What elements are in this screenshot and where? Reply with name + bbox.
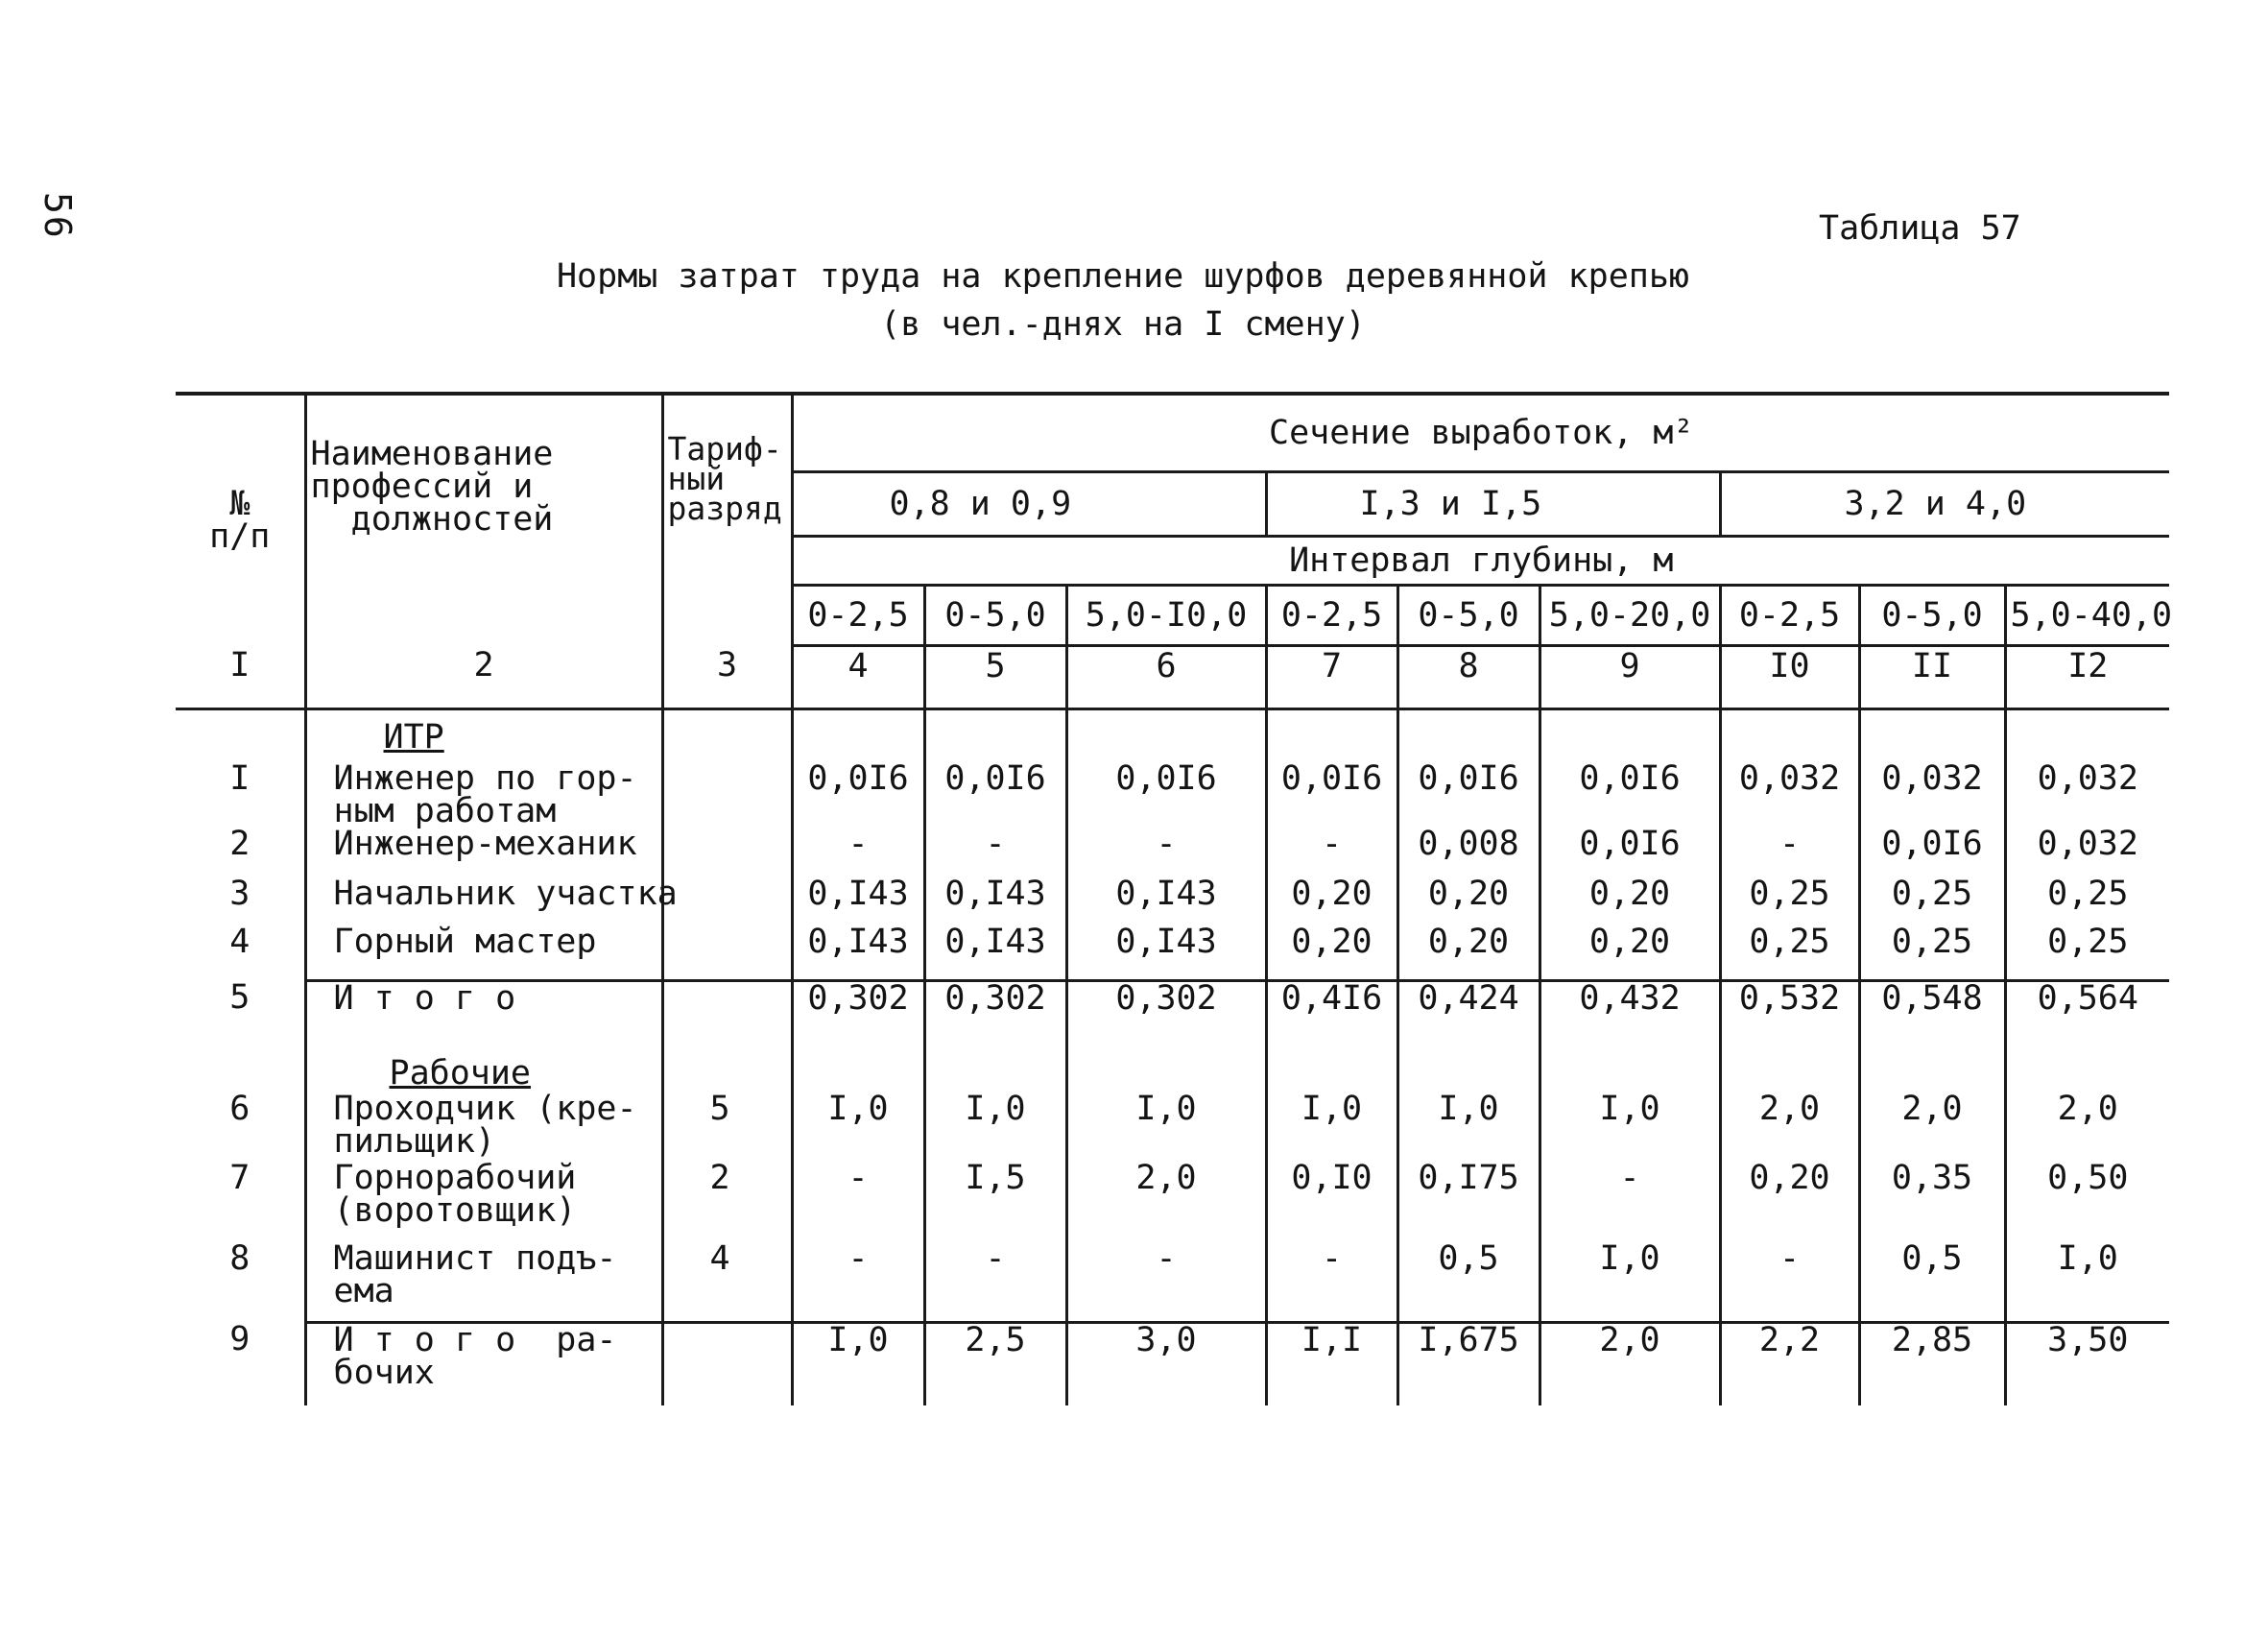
header-grade: Тариф- ный разряд [662,394,792,646]
profession-name: Машинист подъ- ема [305,1242,662,1323]
header-interval-7: 0-2,5 [1720,586,1859,646]
tariff-grade [662,981,792,1054]
tariff-grade [662,762,792,828]
col-number: 8 [1397,646,1540,709]
section-row [176,1054,2169,1093]
row-number: 4 [229,922,251,961]
norm-value: 0,I43 [924,877,1066,925]
norm-value: - [924,828,1066,877]
section-heading-workers: Рабочие [389,1053,532,1093]
norm-value: 0,I43 [924,925,1066,981]
norm-value: 0,532 [1720,981,1859,1054]
norm-value: 2,0 [1066,1162,1266,1242]
norm-value: 3,0 [1066,1323,1266,1405]
section-row [176,708,2169,762]
table-row [176,1323,2169,1405]
norm-value: 2,0 [1720,1093,1859,1162]
table-label: Таблица 57 [1819,209,2021,248]
norm-value: - [1066,828,1266,877]
profession-name: Горнорабочий (воротовщик) [305,1162,662,1242]
col-number: I0 [1720,646,1859,709]
table-subtitle: (в чел.-днях на I смену) [880,305,1366,344]
norm-value: I,I [1266,1323,1397,1405]
norm-value: 2,2 [1720,1323,1859,1405]
norm-value: 0,5 [1859,1242,2005,1323]
header-interval-3: 5,0-I0,0 [1066,586,1266,646]
col-number: I [176,646,305,709]
norm-value: 0,4I6 [1266,981,1397,1054]
norm-value: I,0 [1397,1093,1540,1162]
norm-value: 0,032 [2005,828,2169,877]
norm-value: 0,20 [1540,925,1720,981]
col-number: 6 [1066,646,1266,709]
col-number: II [1859,646,2005,709]
profession-name: И т о г о ра- бочих [305,1323,662,1405]
norm-value: 0,50 [2005,1162,2169,1242]
profession-name: Инженер по гор- ным работам [305,762,662,828]
header-group-1: 0,8 и 0,9 [792,472,1266,537]
norm-value: 0,032 [1859,762,2005,828]
norm-value: I,0 [1540,1242,1720,1323]
profession-name: Горный мастер [305,925,662,981]
norm-value: 0,I43 [1066,925,1266,981]
header-interval-4: 0-2,5 [1266,586,1397,646]
tariff-grade: 2 [662,1162,792,1242]
col-number: 5 [924,646,1066,709]
norm-value: - [1266,1242,1397,1323]
norm-value: 0,25 [1859,925,2005,981]
norm-value: 0,20 [1397,925,1540,981]
norm-value: 0,5 [1397,1242,1540,1323]
col-number: 4 [792,646,924,709]
norm-value: 0,0I6 [1540,762,1720,828]
table-row [176,1093,2169,1162]
tariff-grade: 4 [662,1242,792,1323]
norm-value: 0,20 [1266,925,1397,981]
col-number: 3 [662,646,792,709]
profession-name: И т о г о [305,981,662,1054]
norm-value: - [792,1242,924,1323]
norm-value: 0,0I6 [924,762,1066,828]
norm-value: I,0 [1540,1093,1720,1162]
norm-value: 0,564 [2005,981,2169,1054]
norm-value: 0,25 [2005,877,2169,925]
norm-value: 0,25 [1720,877,1859,925]
tariff-grade [662,1323,792,1405]
norm-value: 0,20 [1540,877,1720,925]
norm-value: - [1720,828,1859,877]
norm-value: I,0 [792,1323,924,1405]
norm-value: 0,302 [924,981,1066,1054]
norm-value: 0,25 [2005,925,2169,981]
row-number: 6 [229,1089,251,1128]
header-interval: Интервал глубины, м [792,537,2169,586]
tariff-grade [662,828,792,877]
header-interval-8: 0-5,0 [1859,586,2005,646]
table-body [176,708,2169,1405]
header-profession: Наименование профессий и должностей [305,394,662,646]
tariff-grade [662,877,792,925]
norm-value: 0,302 [792,981,924,1054]
table-row [176,1242,2169,1323]
norm-value: 0,I43 [792,925,924,981]
norm-value: 3,50 [2005,1323,2169,1405]
table-row [176,762,2169,828]
norm-value: 0,032 [2005,762,2169,828]
norm-value: 0,I43 [792,877,924,925]
row-number: 7 [229,1158,251,1197]
section-heading-itr: ИТР [383,717,444,756]
header-group-3: 3,2 и 4,0 [1720,472,2169,537]
table-row [176,981,2169,1054]
row-number: I [229,758,251,798]
header-interval-6: 5,0-20,0 [1540,586,1720,646]
norm-value: - [792,1162,924,1242]
norm-value: - [1266,828,1397,877]
norm-value: I,5 [924,1162,1066,1242]
table-header [176,394,2173,708]
header-section: Сечение выработок, м² [792,394,2169,472]
norm-value: 0,0I6 [1266,762,1397,828]
header-interval-2: 0-5,0 [924,586,1066,646]
row-number: 8 [229,1238,251,1278]
col-number: I2 [2005,646,2169,709]
page-number: 56 [36,192,79,240]
norm-value: 0,0I6 [1859,828,2005,877]
norm-value: I,0 [1266,1093,1397,1162]
norm-value: 0,I0 [1266,1162,1397,1242]
table-row [176,1162,2169,1242]
norm-value: - [924,1242,1066,1323]
norm-value: 0,302 [1066,981,1266,1054]
norm-value: 0,432 [1540,981,1720,1054]
norm-value: 0,25 [1720,925,1859,981]
header-no: № п/п [176,394,305,646]
header-group-2: I,3 и I,5 [1266,472,1720,537]
norm-value: 0,20 [1397,877,1540,925]
norm-value: 0,0I6 [1397,762,1540,828]
norm-value: - [792,828,924,877]
col-number: 2 [305,646,662,709]
header-interval-1: 0-2,5 [792,586,924,646]
tariff-grade [662,925,792,981]
profession-name: Инженер-механик [305,828,662,877]
row-number: 2 [229,824,251,863]
table-row [176,925,2169,981]
col-number: 7 [1266,646,1397,709]
table-row [176,877,2169,925]
column-number-row [176,646,2169,709]
header-interval-9: 5,0-40,0 [2005,586,2169,646]
norm-value: I,675 [1397,1323,1540,1405]
norm-value: I,0 [2005,1242,2169,1323]
norm-value: 0,20 [1720,1162,1859,1242]
norm-value: 0,I75 [1397,1162,1540,1242]
tariff-grade: 5 [662,1093,792,1162]
norm-value: 0,35 [1859,1162,2005,1242]
labor-norms-table [176,392,2173,1405]
norm-value: - [1540,1162,1720,1242]
norm-value: 2,85 [1859,1323,2005,1405]
norm-value: 0,20 [1266,877,1397,925]
norm-value: 0,I43 [1066,877,1266,925]
table-title: Нормы затрат труда на крепление шурфов деревянной крепью [556,257,1690,296]
norm-value: 2,0 [1859,1093,2005,1162]
row-number: 5 [229,977,251,1017]
norm-value: 0,032 [1720,762,1859,828]
norm-value: - [1720,1242,1859,1323]
norm-value: 0,424 [1397,981,1540,1054]
col-number: 9 [1540,646,1720,709]
norm-value: 2,0 [1540,1323,1720,1405]
table-row [176,828,2169,877]
norm-value: I,0 [924,1093,1066,1162]
norm-value: 2,5 [924,1323,1066,1405]
row-number: 9 [229,1319,251,1358]
norm-value: 0,25 [1859,877,2005,925]
norm-value: I,0 [1066,1093,1266,1162]
norm-value: 0,0I6 [1066,762,1266,828]
row-number: 3 [229,874,251,913]
profession-name: Проходчик (кре- пильщик) [305,1093,662,1162]
profession-name: Начальник участка [305,877,662,925]
norm-value: - [1066,1242,1266,1323]
header-interval-5: 0-5,0 [1397,586,1540,646]
norm-value: 0,0I6 [1540,828,1720,877]
norm-value: 2,0 [2005,1093,2169,1162]
norm-value: 0,0I6 [792,762,924,828]
norm-value: 0,548 [1859,981,2005,1054]
norm-value: 0,008 [1397,828,1540,877]
norm-value: I,0 [792,1093,924,1162]
